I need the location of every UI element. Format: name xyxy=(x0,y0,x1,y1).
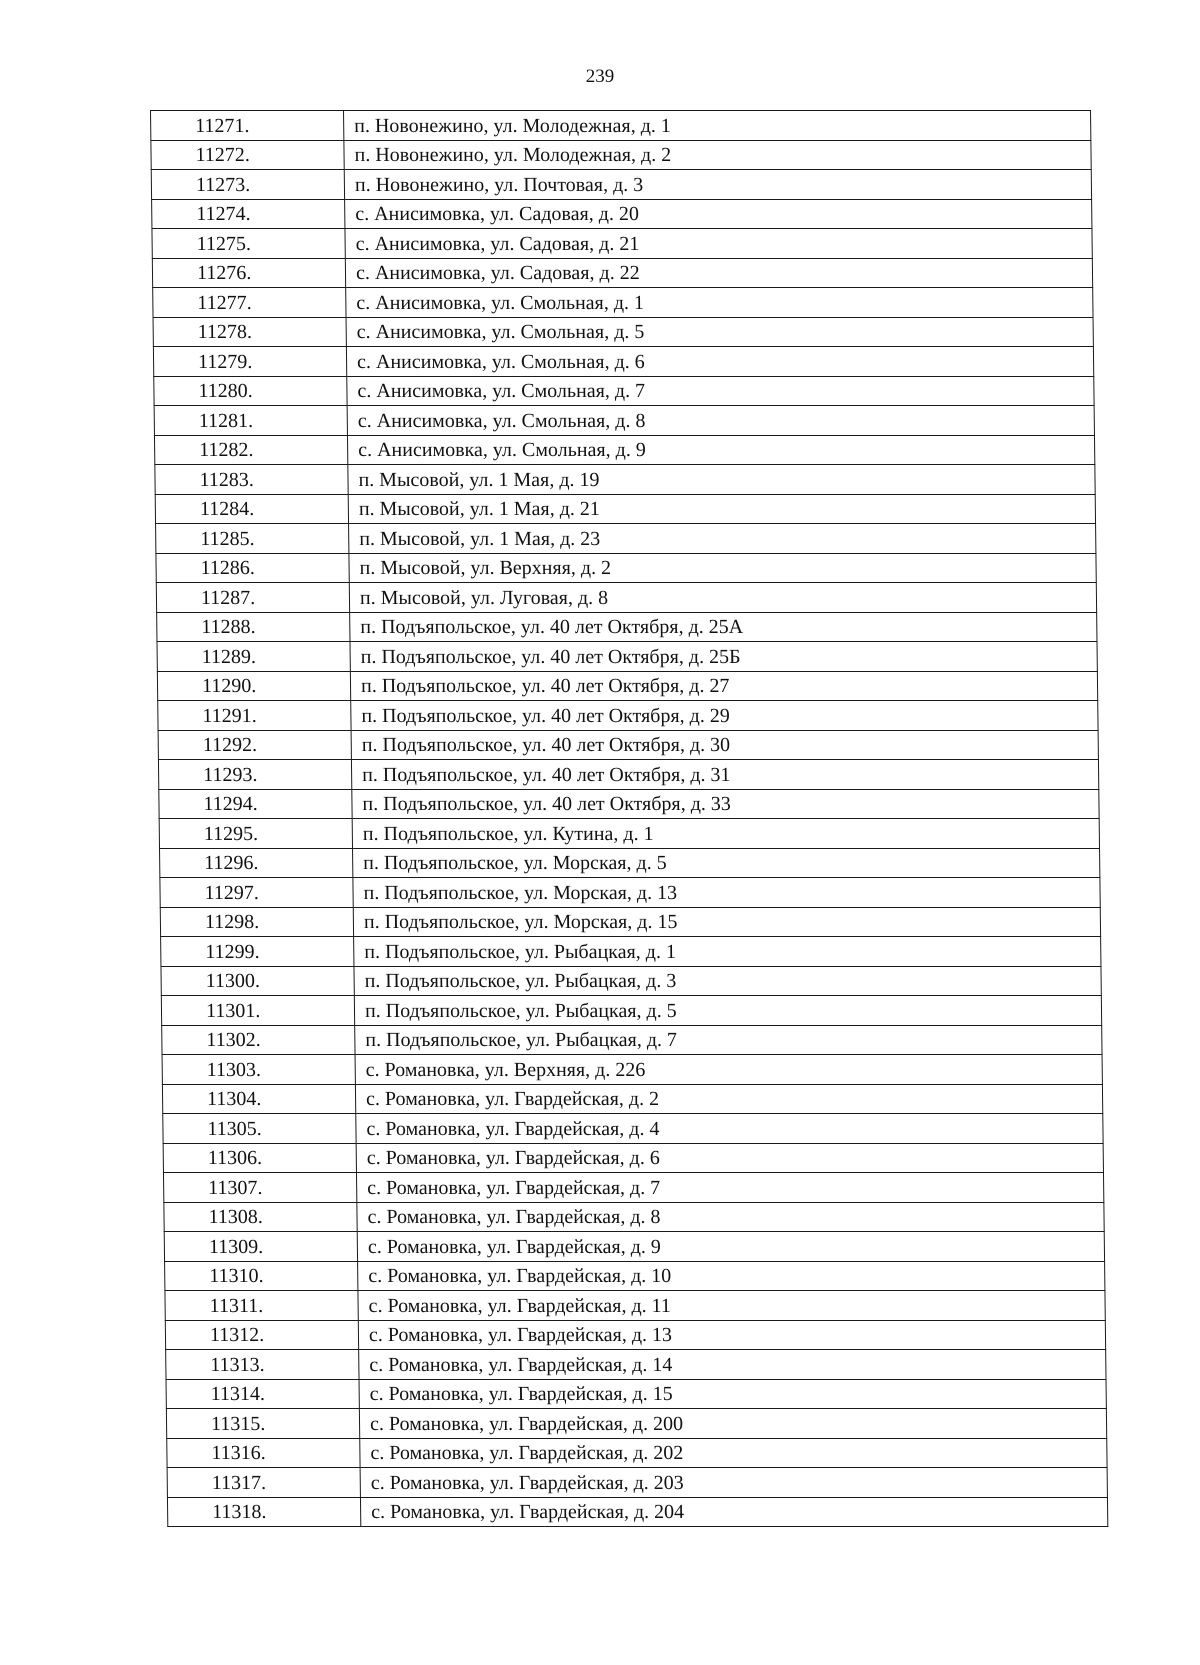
row-address: п. Новонежино, ул. Молодежная, д. 2 xyxy=(344,140,1091,170)
row-number: 11288. xyxy=(157,612,350,642)
row-address: с. Романовка, ул. Гвардейская, д. 15 xyxy=(359,1379,1106,1409)
row-address: с. Анисимовка, ул. Смольная, д. 5 xyxy=(346,317,1093,347)
row-number: 11280. xyxy=(154,376,347,406)
row-number: 11279. xyxy=(153,347,346,377)
row-address: с. Романовка, ул. Гвардейская, д. 2 xyxy=(355,1084,1102,1114)
address-table xyxy=(150,110,1108,1527)
row-number: 11299. xyxy=(161,937,354,967)
table-row xyxy=(151,111,1091,141)
table-row xyxy=(155,494,1095,524)
row-number: 11296. xyxy=(160,848,353,878)
table-row xyxy=(158,730,1098,760)
row-address: с. Анисимовка, ул. Садовая, д. 20 xyxy=(345,199,1092,229)
row-number: 11278. xyxy=(153,317,346,347)
table-row xyxy=(160,878,1100,908)
row-address: с. Романовка, ул. Гвардейская, д. 8 xyxy=(357,1202,1104,1232)
row-number: 11281. xyxy=(154,406,347,436)
row-number: 11317. xyxy=(167,1468,360,1498)
row-number: 11308. xyxy=(164,1202,357,1232)
row-number: 11297. xyxy=(160,878,353,908)
row-number: 11302. xyxy=(162,1025,355,1055)
row-address: с. Романовка, ул. Гвардейская, д. 9 xyxy=(357,1232,1104,1262)
row-address: с. Романовка, ул. Гвардейская, д. 6 xyxy=(356,1143,1103,1173)
row-address: п. Подъяпольское, ул. Морская, д. 13 xyxy=(353,878,1100,908)
row-number: 11282. xyxy=(154,435,347,465)
row-number: 11289. xyxy=(157,642,350,672)
row-address: п. Подъяпольское, ул. 40 лет Октября, д. 30 xyxy=(351,730,1098,760)
table-row xyxy=(156,583,1096,613)
table-row xyxy=(160,907,1100,937)
row-address: с. Романовка, ул. Гвардейская, д. 11 xyxy=(358,1291,1105,1321)
row-number: 11298. xyxy=(160,907,353,937)
row-address: с. Романовка, ул. Гвардейская, д. 13 xyxy=(358,1320,1105,1350)
row-number: 11293. xyxy=(158,760,351,790)
row-number: 11315. xyxy=(166,1409,359,1439)
row-address: с. Романовка, ул. Гвардейская, д. 203 xyxy=(360,1468,1107,1498)
row-address: с. Романовка, ул. Гвардейская, д. 10 xyxy=(358,1261,1105,1291)
table-row xyxy=(157,612,1097,642)
table-row xyxy=(158,701,1098,731)
row-address: п. Подъяпольское, ул. Морская, д. 5 xyxy=(353,848,1100,878)
table-row xyxy=(167,1497,1107,1527)
table-row xyxy=(162,1025,1102,1055)
row-address: п. Подъяпольское, ул. 40 лет Октября, д. 33 xyxy=(352,789,1099,819)
row-number: 11274. xyxy=(152,199,345,229)
row-address: п. Мысовой, ул. 1 Мая, д. 19 xyxy=(348,465,1095,495)
row-address: п. Подъяпольское, ул. 40 лет Октября, д. 25А xyxy=(350,612,1097,642)
row-number: 11285. xyxy=(156,524,349,554)
row-number: 11272. xyxy=(151,140,344,170)
table-row xyxy=(151,170,1091,200)
row-number: 11277. xyxy=(153,288,346,318)
row-address: с. Анисимовка, ул. Смольная, д. 6 xyxy=(346,347,1093,377)
row-number: 11292. xyxy=(158,730,351,760)
table-row xyxy=(158,760,1098,790)
row-address: с. Анисимовка, ул. Смольная, д. 8 xyxy=(347,406,1094,436)
row-number: 11307. xyxy=(163,1173,356,1203)
row-number: 11305. xyxy=(163,1114,356,1144)
row-address: с. Романовка, ул. Гвардейская, д. 202 xyxy=(360,1438,1107,1468)
table-row xyxy=(163,1173,1103,1203)
table-row xyxy=(164,1232,1104,1262)
row-address: п. Подъяпольское, ул. Кутина, д. 1 xyxy=(352,819,1099,849)
row-address: п. Мысовой, ул. 1 Мая, д. 21 xyxy=(348,494,1095,524)
row-number: 11312. xyxy=(165,1320,358,1350)
table-row xyxy=(156,553,1096,583)
table-row xyxy=(164,1202,1104,1232)
row-address: п. Подъяпольское, ул. 40 лет Октября, д. 31 xyxy=(351,760,1098,790)
row-number: 11304. xyxy=(162,1084,355,1114)
table-row xyxy=(163,1143,1103,1173)
table-row xyxy=(153,317,1093,347)
row-address: п. Мысовой, ул. 1 Мая, д. 23 xyxy=(349,524,1096,554)
row-address: с. Романовка, ул. Верхняя, д. 226 xyxy=(355,1055,1102,1085)
table-row xyxy=(159,819,1099,849)
table-row xyxy=(153,347,1093,377)
table-row xyxy=(162,1084,1102,1114)
row-number: 11287. xyxy=(156,583,349,613)
table-row xyxy=(160,848,1100,878)
row-address: с. Романовка, ул. Гвардейская, д. 14 xyxy=(359,1350,1106,1380)
table-row xyxy=(151,140,1091,170)
row-address: п. Подъяпольское, ул. 40 лет Октября, д. 27 xyxy=(350,671,1097,701)
table-row xyxy=(152,258,1092,288)
table-row xyxy=(167,1438,1107,1468)
row-address: п. Подъяпольское, ул. Рыбацкая, д. 7 xyxy=(355,1025,1102,1055)
row-number: 11306. xyxy=(163,1143,356,1173)
table-row xyxy=(165,1291,1105,1321)
row-number: 11310. xyxy=(165,1261,358,1291)
row-number: 11290. xyxy=(157,671,350,701)
row-address: с. Анисимовка, ул. Смольная, д. 1 xyxy=(346,288,1093,318)
row-number: 11311. xyxy=(165,1291,358,1321)
row-address: с. Романовка, ул. Гвардейская, д. 200 xyxy=(359,1409,1106,1439)
row-number: 11318. xyxy=(167,1497,360,1527)
row-number: 11313. xyxy=(166,1350,359,1380)
row-number: 11276. xyxy=(152,258,345,288)
row-address: п. Подъяпольское, ул. Рыбацкая, д. 3 xyxy=(354,966,1101,996)
table-row xyxy=(155,465,1095,495)
row-address: п. Мысовой, ул. Луговая, д. 8 xyxy=(349,583,1096,613)
table-row xyxy=(161,937,1101,967)
table-row xyxy=(165,1320,1105,1350)
table-row xyxy=(154,435,1094,465)
row-number: 11301. xyxy=(161,996,354,1026)
table-row xyxy=(154,406,1094,436)
table-row xyxy=(157,642,1097,672)
row-number: 11294. xyxy=(159,789,352,819)
table-row xyxy=(166,1350,1106,1380)
table-row xyxy=(152,199,1092,229)
row-address: с. Анисимовка, ул. Садовая, д. 22 xyxy=(345,258,1092,288)
row-address: п. Подъяпольское, ул. 40 лет Октября, д. 29 xyxy=(351,701,1098,731)
table-row xyxy=(152,229,1092,259)
table-row xyxy=(157,671,1097,701)
table-row xyxy=(166,1409,1106,1439)
table-row xyxy=(161,966,1101,996)
row-number: 11286. xyxy=(156,553,349,583)
row-address: п. Новонежино, ул. Молодежная, д. 1 xyxy=(344,111,1091,141)
row-number: 11303. xyxy=(162,1055,355,1085)
table-row xyxy=(156,524,1096,554)
row-address: с. Анисимовка, ул. Смольная, д. 9 xyxy=(347,435,1094,465)
row-number: 11275. xyxy=(152,229,345,259)
table-row xyxy=(159,789,1099,819)
address-table-frame xyxy=(150,110,1107,1527)
table-row xyxy=(161,996,1101,1026)
row-number: 11300. xyxy=(161,966,354,996)
row-address: с. Анисимовка, ул. Смольная, д. 7 xyxy=(347,376,1094,406)
row-number: 11273. xyxy=(151,170,344,200)
table-row xyxy=(165,1261,1105,1291)
row-address: с. Романовка, ул. Гвардейская, д. 204 xyxy=(360,1497,1107,1527)
row-address: п. Подъяпольское, ул. Рыбацкая, д. 5 xyxy=(354,996,1101,1026)
address-table-body xyxy=(151,111,1108,1527)
table-row xyxy=(163,1114,1103,1144)
row-number: 11316. xyxy=(167,1438,360,1468)
row-number: 11291. xyxy=(158,701,351,731)
row-number: 11295. xyxy=(159,819,352,849)
row-address: п. Новонежино, ул. Почтовая, д. 3 xyxy=(344,170,1091,200)
table-row xyxy=(154,376,1094,406)
row-address: п. Подъяпольское, ул. Рыбацкая, д. 1 xyxy=(354,937,1101,967)
row-address: с. Романовка, ул. Гвардейская, д. 4 xyxy=(356,1114,1103,1144)
row-address: п. Мысовой, ул. Верхняя, д. 2 xyxy=(349,553,1096,583)
row-address: с. Романовка, ул. Гвардейская, д. 7 xyxy=(356,1173,1103,1203)
row-address: п. Подъяпольское, ул. 40 лет Октября, д. 25Б xyxy=(350,642,1097,672)
table-row xyxy=(166,1379,1106,1409)
row-number: 11271. xyxy=(151,111,344,141)
row-number: 11309. xyxy=(164,1232,357,1262)
row-address: с. Анисимовка, ул. Садовая, д. 21 xyxy=(345,229,1092,259)
table-row xyxy=(153,288,1093,318)
row-number: 11283. xyxy=(155,465,348,495)
row-address: п. Подъяпольское, ул. Морская, д. 15 xyxy=(353,907,1100,937)
table-row xyxy=(167,1468,1107,1498)
table-row xyxy=(162,1055,1102,1085)
row-number: 11284. xyxy=(155,494,348,524)
page-number: 239 xyxy=(585,66,615,87)
row-number: 11314. xyxy=(166,1379,359,1409)
